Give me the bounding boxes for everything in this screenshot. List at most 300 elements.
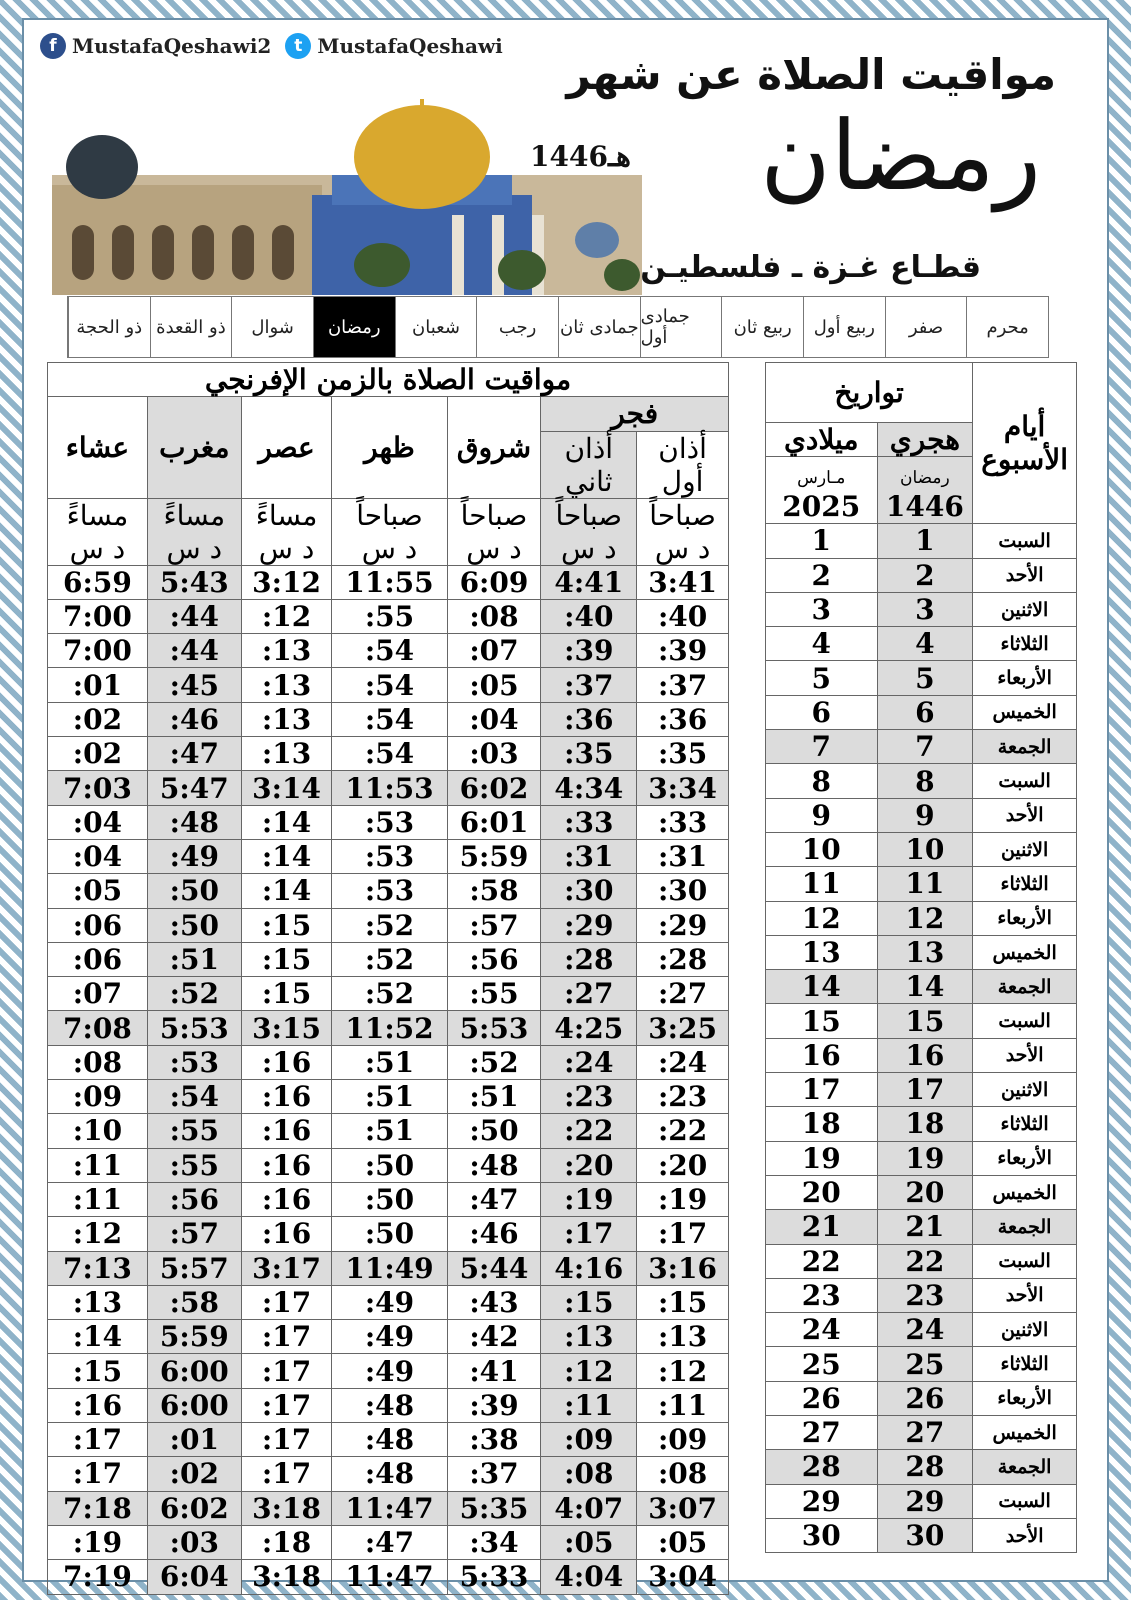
facebook-handle: MustafaQeshawi2 [72, 34, 272, 58]
weekday-cell: السبت [973, 524, 1077, 558]
time-cell-as: :17 [241, 1457, 332, 1491]
twitter-link[interactable] [285, 33, 502, 59]
gregorian-day-cell: 17 [766, 1073, 878, 1107]
times-row [48, 908, 729, 942]
fajr-header: فجر [541, 397, 729, 431]
time-cell-f1: :39 [637, 634, 729, 668]
time-cell-f1: 3:07 [637, 1491, 729, 1525]
time-cell-sh: :38 [447, 1423, 541, 1457]
time-cell-mg: 6:02 [147, 1491, 241, 1525]
times-row [48, 1491, 729, 1525]
times-row [48, 1080, 729, 1114]
time-cell-dh: :51 [332, 1045, 447, 1079]
time-cell-is: :16 [48, 1388, 148, 1422]
weekday-cell: الجمعة [973, 1450, 1077, 1484]
hijri-day-cell: 28 [877, 1450, 973, 1484]
time-cell-f2: 4:34 [541, 771, 637, 805]
time-cell-as: :18 [241, 1525, 332, 1559]
weekday-cell: الاثنين [973, 592, 1077, 626]
months-bar [67, 296, 1049, 358]
time-cell-is: 7:13 [48, 1251, 148, 1285]
time-cell-mg: :54 [147, 1080, 241, 1114]
time-cell-f2: :08 [541, 1457, 637, 1491]
time-cell-mg: :56 [147, 1182, 241, 1216]
gregorian-day-cell: 11 [766, 867, 878, 901]
month-tab[interactable]: محرم [966, 297, 1048, 357]
dates-row [766, 1381, 1077, 1415]
gregorian-day-cell: 20 [766, 1175, 878, 1209]
time-cell-f1: :30 [637, 874, 729, 908]
facebook-link[interactable] [40, 33, 271, 59]
time-cell-f2: 4:16 [541, 1251, 637, 1285]
time-cell-is: :17 [48, 1457, 148, 1491]
time-cell-as: :13 [241, 634, 332, 668]
time-cell-as: 3:15 [241, 1011, 332, 1045]
time-cell-f1: :31 [637, 839, 729, 873]
hijri-day-cell: 21 [877, 1210, 973, 1244]
al-aqsa-illustration [52, 95, 642, 295]
dates-row [766, 1175, 1077, 1209]
time-cell-f1: 3:04 [637, 1560, 729, 1594]
hijri-day-cell: 1 [877, 524, 973, 558]
time-cell-sh: :39 [447, 1388, 541, 1422]
time-cell-dh: :47 [332, 1525, 447, 1559]
weekdays-header: أيام الأسبوع [973, 363, 1077, 524]
time-cell-sh: :34 [447, 1525, 541, 1559]
time-cell-f2: 4:04 [541, 1560, 637, 1594]
time-cell-f1: :08 [637, 1457, 729, 1491]
time-cell-as: :17 [241, 1423, 332, 1457]
time-cell-sh: 5:59 [447, 839, 541, 873]
times-row [48, 599, 729, 633]
hijri-day-cell: 12 [877, 901, 973, 935]
time-cell-mg: 5:53 [147, 1011, 241, 1045]
month-tab[interactable]: جمادى أول [640, 297, 722, 357]
time-cell-sh: :51 [447, 1080, 541, 1114]
time-cell-sh: 6:02 [447, 771, 541, 805]
time-cell-as: :15 [241, 942, 332, 976]
time-cell-as: :13 [241, 702, 332, 736]
times-row [48, 805, 729, 839]
time-cell-dh: :48 [332, 1423, 447, 1457]
time-cell-dh: :54 [332, 634, 447, 668]
time-cell-f1: 3:34 [637, 771, 729, 805]
time-cell-dh: :48 [332, 1457, 447, 1491]
time-cell-f1: :09 [637, 1423, 729, 1457]
time-cell-f1: :19 [637, 1182, 729, 1216]
dates-row [766, 627, 1077, 661]
time-cell-mg: 5:43 [147, 565, 241, 599]
time-cell-is: :13 [48, 1285, 148, 1319]
time-cell-f1: :37 [637, 668, 729, 702]
hijri-day-cell: 4 [877, 627, 973, 661]
time-cell-dh: 11:47 [332, 1491, 447, 1525]
time-cell-mg: 6:04 [147, 1560, 241, 1594]
second-adhan-header: أذان ثاني [541, 431, 637, 498]
weekday-cell: الخميس [973, 695, 1077, 729]
time-cell-f1: 3:41 [637, 565, 729, 599]
times-row [48, 634, 729, 668]
time-cell-mg: :55 [147, 1148, 241, 1182]
time-cell-f2: :23 [541, 1080, 637, 1114]
hijri-day-cell: 15 [877, 1004, 973, 1038]
times-row [48, 1525, 729, 1559]
weekday-cell: الأربعاء [973, 1381, 1077, 1415]
gregorian-day-cell: 25 [766, 1347, 878, 1381]
time-cell-is: 7:18 [48, 1491, 148, 1525]
hijri-day-cell: 16 [877, 1038, 973, 1072]
dates-row [766, 1416, 1077, 1450]
hijri-day-cell: 18 [877, 1107, 973, 1141]
time-cell-as: 3:18 [241, 1491, 332, 1525]
time-cell-dh: :53 [332, 874, 447, 908]
time-cell-f1: :23 [637, 1080, 729, 1114]
time-cell-f2: 4:25 [541, 1011, 637, 1045]
hijri-day-cell: 25 [877, 1347, 973, 1381]
gregorian-day-cell: 2 [766, 558, 878, 592]
time-cell-dh: :55 [332, 599, 447, 633]
gregorian-day-cell: 8 [766, 764, 878, 798]
times-row [48, 1217, 729, 1251]
time-cell-f1: :35 [637, 737, 729, 771]
gregorian-day-cell: 1 [766, 524, 878, 558]
gregorian-day-cell: 7 [766, 730, 878, 764]
times-row [48, 1011, 729, 1045]
time-cell-sh: 5:33 [447, 1560, 541, 1594]
hijri-day-cell: 11 [877, 867, 973, 901]
time-cell-f2: :15 [541, 1285, 637, 1319]
weekday-cell: السبت [973, 1244, 1077, 1278]
weekday-cell: الأحد [973, 798, 1077, 832]
time-cell-as: :12 [241, 599, 332, 633]
time-cell-mg: :02 [147, 1457, 241, 1491]
hijri-month-year: رمضان 1446 [877, 457, 973, 524]
time-cell-f1: :17 [637, 1217, 729, 1251]
gregorian-day-cell: 10 [766, 832, 878, 866]
time-cell-mg: :44 [147, 599, 241, 633]
gregorian-day-cell: 22 [766, 1244, 878, 1278]
time-cell-is: :11 [48, 1182, 148, 1216]
times-row [48, 737, 729, 771]
time-cell-dh: :54 [332, 702, 447, 736]
second-adhan-units: صباحاً د س [541, 498, 637, 565]
time-cell-f1: :12 [637, 1354, 729, 1388]
dates-row [766, 1107, 1077, 1141]
time-cell-mg: :44 [147, 634, 241, 668]
time-cell-dh: 11:49 [332, 1251, 447, 1285]
time-cell-f2: :17 [541, 1217, 637, 1251]
month-tab[interactable]: شعبان [395, 297, 477, 357]
time-cell-f1: :28 [637, 942, 729, 976]
dates-row [766, 1210, 1077, 1244]
gregorian-day-cell: 18 [766, 1107, 878, 1141]
time-cell-f1: :40 [637, 599, 729, 633]
time-cell-dh: :50 [332, 1148, 447, 1182]
dates-row [766, 1484, 1077, 1518]
dates-row [766, 1141, 1077, 1175]
time-cell-f2: :12 [541, 1354, 637, 1388]
time-cell-dh: :51 [332, 1080, 447, 1114]
time-cell-f2: :13 [541, 1320, 637, 1354]
time-cell-dh: :52 [332, 908, 447, 942]
weekday-cell: الأحد [973, 1278, 1077, 1312]
time-cell-f2: :22 [541, 1114, 637, 1148]
maghrib-header: مغرب [147, 397, 241, 498]
time-cell-dh: :49 [332, 1285, 447, 1319]
gregorian-day-cell: 5 [766, 661, 878, 695]
time-cell-is: :15 [48, 1354, 148, 1388]
time-cell-is: :14 [48, 1320, 148, 1354]
gregorian-day-cell: 12 [766, 901, 878, 935]
weekday-cell: الأحد [973, 1038, 1077, 1072]
gregorian-day-cell: 4 [766, 627, 878, 661]
time-cell-is: :10 [48, 1114, 148, 1148]
times-row [48, 1457, 729, 1491]
time-cell-mg: 5:59 [147, 1320, 241, 1354]
time-cell-dh: :49 [332, 1354, 447, 1388]
time-cell-f2: :24 [541, 1045, 637, 1079]
gregorian-day-cell: 28 [766, 1450, 878, 1484]
time-cell-as: :16 [241, 1148, 332, 1182]
hijri-day-cell: 13 [877, 935, 973, 969]
time-cell-sh: :56 [447, 942, 541, 976]
dates-row [766, 970, 1077, 1004]
time-cell-sh: 5:35 [447, 1491, 541, 1525]
time-cell-sh: :57 [447, 908, 541, 942]
time-cell-f1: :05 [637, 1525, 729, 1559]
time-cell-dh: :50 [332, 1182, 447, 1216]
time-cell-sh: :43 [447, 1285, 541, 1319]
time-cell-f2: :29 [541, 908, 637, 942]
gregorian-day-cell: 19 [766, 1141, 878, 1175]
dates-title: تواريخ [766, 363, 973, 423]
weekday-cell: الجمعة [973, 730, 1077, 764]
page-title: مواقيت الصلاة عن شهر [566, 50, 1056, 99]
dates-row [766, 901, 1077, 935]
times-row [48, 874, 729, 908]
weekday-cell: الاثنين [973, 1073, 1077, 1107]
time-cell-f2: 4:41 [541, 565, 637, 599]
time-cell-is: 7:08 [48, 1011, 148, 1045]
hijri-day-cell: 14 [877, 970, 973, 1004]
times-title: مواقيت الصلاة بالزمن الإفرنجي [48, 363, 729, 397]
dates-row [766, 764, 1077, 798]
time-cell-as: :16 [241, 1114, 332, 1148]
time-cell-f1: :36 [637, 702, 729, 736]
time-cell-is: 7:03 [48, 771, 148, 805]
dates-row [766, 1347, 1077, 1381]
month-tab[interactable]: ذو القعدة [150, 297, 232, 357]
time-cell-is: :12 [48, 1217, 148, 1251]
time-cell-sh: :07 [447, 634, 541, 668]
time-cell-is: :02 [48, 737, 148, 771]
time-cell-as: :13 [241, 737, 332, 771]
time-cell-mg: :03 [147, 1525, 241, 1559]
times-row [48, 977, 729, 1011]
time-cell-f1: :22 [637, 1114, 729, 1148]
shurooq-units: صباحاً د س [447, 498, 541, 565]
dates-row [766, 1004, 1077, 1038]
gregorian-day-cell: 14 [766, 970, 878, 1004]
gregorian-day-cell: 9 [766, 798, 878, 832]
time-cell-dh: :52 [332, 942, 447, 976]
month-tab[interactable]: شوال [231, 297, 313, 357]
time-cell-dh: :53 [332, 805, 447, 839]
time-cell-mg: :50 [147, 874, 241, 908]
dates-row [766, 592, 1077, 626]
time-cell-f2: :27 [541, 977, 637, 1011]
gregorian-day-cell: 29 [766, 1484, 878, 1518]
hijri-day-cell: 6 [877, 695, 973, 729]
hijri-day-cell: 17 [877, 1073, 973, 1107]
month-tab[interactable]: ربيع ثان [721, 297, 803, 357]
time-cell-mg: :55 [147, 1114, 241, 1148]
time-cell-as: 3:14 [241, 771, 332, 805]
dates-row [766, 661, 1077, 695]
region-label: قطـاع غـزة ـ فلسطيـن [640, 250, 981, 285]
time-cell-is: :01 [48, 668, 148, 702]
gregorian-day-cell: 13 [766, 935, 878, 969]
time-cell-is: 7:00 [48, 599, 148, 633]
time-cell-is: :07 [48, 977, 148, 1011]
time-cell-dh: :49 [332, 1320, 447, 1354]
time-cell-f1: :27 [637, 977, 729, 1011]
weekday-cell: السبت [973, 1484, 1077, 1518]
time-cell-dh: :54 [332, 737, 447, 771]
prayer-times-table [47, 362, 729, 1595]
times-row [48, 1251, 729, 1285]
asr-header: عصر [241, 397, 332, 498]
time-cell-f2: :11 [541, 1388, 637, 1422]
time-cell-as: :17 [241, 1354, 332, 1388]
times-row [48, 1354, 729, 1388]
dhuhr-units: صباحاً د س [332, 498, 447, 565]
time-cell-sh: :42 [447, 1320, 541, 1354]
month-tab[interactable]: صفر [885, 297, 967, 357]
hijri-day-cell: 23 [877, 1278, 973, 1312]
time-cell-sh: 6:01 [447, 805, 541, 839]
time-cell-f1: :15 [637, 1285, 729, 1319]
time-cell-as: :15 [241, 908, 332, 942]
gregorian-day-cell: 30 [766, 1518, 878, 1552]
time-cell-dh: 11:53 [332, 771, 447, 805]
time-cell-f2: :31 [541, 839, 637, 873]
isha-units: مساءً د س [48, 498, 148, 565]
time-cell-mg: :01 [147, 1423, 241, 1457]
dates-row [766, 558, 1077, 592]
dates-row [766, 695, 1077, 729]
time-cell-is: 7:19 [48, 1560, 148, 1594]
dates-row [766, 1073, 1077, 1107]
time-cell-mg: :53 [147, 1045, 241, 1079]
month-tab[interactable]: رمضان [313, 297, 395, 357]
dates-row [766, 1278, 1077, 1312]
times-row [48, 839, 729, 873]
month-tab[interactable]: ربيع أول [803, 297, 885, 357]
times-row [48, 1045, 729, 1079]
month-tab[interactable]: رجب [476, 297, 558, 357]
time-cell-f2: :36 [541, 702, 637, 736]
time-cell-f1: 3:25 [637, 1011, 729, 1045]
time-cell-f2: :37 [541, 668, 637, 702]
gregorian-day-cell: 21 [766, 1210, 878, 1244]
month-title: رمضان [760, 100, 1041, 212]
time-cell-mg: :49 [147, 839, 241, 873]
time-cell-dh: 11:47 [332, 1560, 447, 1594]
time-cell-is: :09 [48, 1080, 148, 1114]
time-cell-mg: :57 [147, 1217, 241, 1251]
time-cell-sh: :46 [447, 1217, 541, 1251]
time-cell-f2: :19 [541, 1182, 637, 1216]
facebook-icon: f [40, 33, 66, 59]
time-cell-mg: :48 [147, 805, 241, 839]
time-cell-sh: :48 [447, 1148, 541, 1182]
time-cell-mg: :58 [147, 1285, 241, 1319]
social-links [40, 33, 503, 59]
hijri-day-cell: 30 [877, 1518, 973, 1552]
weekday-cell: الأحد [973, 558, 1077, 592]
gregorian-day-cell: 3 [766, 592, 878, 626]
time-cell-is: :04 [48, 839, 148, 873]
time-cell-is: :05 [48, 874, 148, 908]
time-cell-dh: :52 [332, 977, 447, 1011]
time-cell-mg: 5:47 [147, 771, 241, 805]
gregorian-day-cell: 23 [766, 1278, 878, 1312]
times-row [48, 668, 729, 702]
weekday-cell: السبت [973, 1004, 1077, 1038]
times-row [48, 942, 729, 976]
time-cell-sh: 5:44 [447, 1251, 541, 1285]
time-cell-f2: :33 [541, 805, 637, 839]
time-cell-is: 6:59 [48, 565, 148, 599]
times-row [48, 1320, 729, 1354]
dates-row [766, 1038, 1077, 1072]
weekday-cell: الجمعة [973, 970, 1077, 1004]
time-cell-f2: :09 [541, 1423, 637, 1457]
times-row [48, 1114, 729, 1148]
gregorian-day-cell: 24 [766, 1313, 878, 1347]
weekday-cell: الأربعاء [973, 661, 1077, 695]
time-cell-f2: :39 [541, 634, 637, 668]
isha-header: عشاء [48, 397, 148, 498]
weekday-cell: الأربعاء [973, 901, 1077, 935]
month-tab[interactable]: جمادى ثان [558, 297, 640, 357]
time-cell-f1: :13 [637, 1320, 729, 1354]
time-cell-sh: :04 [447, 702, 541, 736]
time-cell-as: :14 [241, 805, 332, 839]
time-cell-mg: :50 [147, 908, 241, 942]
time-cell-as: :17 [241, 1320, 332, 1354]
time-cell-as: 3:17 [241, 1251, 332, 1285]
month-tab[interactable]: ذو الحجة [68, 297, 150, 357]
times-row [48, 1182, 729, 1216]
weekday-cell: الأربعاء [973, 1141, 1077, 1175]
time-cell-f1: :33 [637, 805, 729, 839]
time-cell-mg: 6:00 [147, 1388, 241, 1422]
time-cell-as: :14 [241, 839, 332, 873]
time-cell-as: :15 [241, 977, 332, 1011]
hijri-day-cell: 7 [877, 730, 973, 764]
weekday-cell: الثلاثاء [973, 627, 1077, 661]
time-cell-sh: :08 [447, 599, 541, 633]
time-cell-mg: :52 [147, 977, 241, 1011]
hijri-day-cell: 9 [877, 798, 973, 832]
times-row [48, 771, 729, 805]
dates-row [766, 1450, 1077, 1484]
time-cell-dh: :50 [332, 1217, 447, 1251]
time-cell-sh: :52 [447, 1045, 541, 1079]
time-cell-sh: 6:09 [447, 565, 541, 599]
